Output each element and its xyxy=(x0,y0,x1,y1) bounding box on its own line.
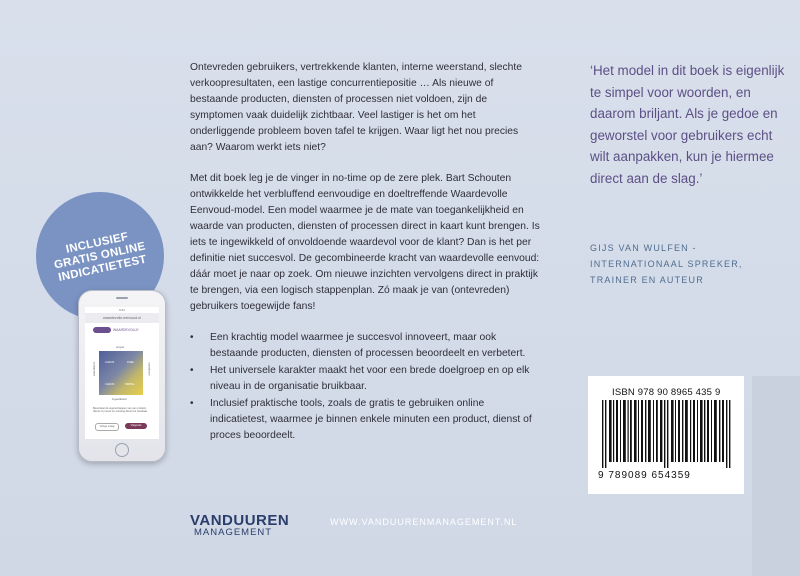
test-instruction: Beoordeel de eigenschappen van een product, dienst of proces en ontvang direct het resultaat. xyxy=(93,407,148,414)
list-item: • Een krachtig model waarmee je succesvol innoveert, maar ook bestaande producten, diensten of processen beoordeelt en verbetert. xyxy=(190,330,540,362)
axis-right-label: waardevol xyxy=(147,362,152,376)
previous-button: Vorige vraag xyxy=(95,423,119,431)
badge-text: INCLUSIEF GRATIS ONLINE INDICATIETEST xyxy=(53,230,148,284)
endorsement-quote: ‘Het model in dit boek is eigenlijk te simpel voor woorden, en daarom briljant. Als je gedoe en geworstel voor gebruikers echt wilt aanpakken, kun je hiermee direct aan de slag.’ xyxy=(590,63,785,186)
value-matrix xyxy=(99,351,143,395)
phone-screen xyxy=(85,307,159,439)
home-button xyxy=(115,443,129,457)
feature-list xyxy=(190,330,540,444)
description-column xyxy=(190,60,540,445)
axis-left-label: waardeloos xyxy=(92,361,97,377)
isbn-label: ISBN 978 90 8965 435 9 xyxy=(612,387,721,398)
phone-speaker xyxy=(116,297,128,299)
axis-bottom-label: ingewikkeld xyxy=(112,397,127,401)
cover-edge-strip xyxy=(752,376,800,576)
body-paragraph: Met dit boek leg je de vinger in no-time op de zere plek. Bart Schouten ontwikkelde het verbluffend eenvoudige en doeltreffende Waardevolle Eenvoud-model. Een model waarmee je de mate van toegankelijkheid en waarde van producten, diensten of processen direct in kaart kunt brengen. Is iets te ingewikkeld of onvoldoende waardevol voor de klant? Dan is het per definitie niet succesvol. De gecombineerde kracht van waardevolle eenvoud: dáár moet je naar op zoek. Om nieuwe inzichten vervolgens direct in praktijk te brengen, via een logisch stappenplan. Zó maak je van (ontevreden) gebruikers toegewijde fans! xyxy=(190,173,540,312)
app-logo xyxy=(93,327,111,333)
publisher-website: WWW.VANDUURENMANAGEMENT.NL xyxy=(330,517,518,527)
barcode-icon xyxy=(600,400,736,468)
barcode-digits: 9 789089 654359 xyxy=(598,470,691,481)
publisher-logo-sub: MANAGEMENT xyxy=(194,527,273,538)
quadrant-label: SIMPEL xyxy=(125,383,135,386)
list-item: • Het universele karakter maakt het voor een brede doelgroep en op elk niveau in de organisatie bruikbaar. xyxy=(190,363,540,395)
quadrant-label: DOEL xyxy=(127,361,135,364)
intro-paragraph: Ontevreden gebruikers, vertrekkende klanten, interne weerstand, slechte verkoopresultaten, een lastige concurrentiepositie … Als nieuwe of bestaande producten, diensten of processen niet voldoen, zijn de symptomen vaak duidelijk zichtbaar. Veel lastiger is het om het onderliggende probleem boven tafel te krijgen. Waar ligt het nou precies aan? Waarom werkt iets niet? xyxy=(190,62,522,153)
url-bar: waardevolle-eenvoud.nl xyxy=(85,313,159,323)
status-bar-time: 9:41 xyxy=(119,308,125,312)
quadrant-label: CHAOS xyxy=(105,383,115,386)
list-item: • Inclusief praktische tools, zoals de gratis te gebruiken online indicatietest, waarmee je binnen enkele minuten een product, dienst of proces beoordeelt. xyxy=(190,396,540,444)
phone-mockup xyxy=(78,290,166,462)
quadrant-label: CHAOS xyxy=(105,361,115,364)
axis-top-label: simpel xyxy=(116,345,125,349)
quote-author: GIJS VAN WULFEN - INTERNATIONAAL SPREKER, TRAINER EN AUTEUR xyxy=(590,243,743,285)
publisher-logo: VANDUUREN xyxy=(190,512,290,529)
app-name: WAARDEVOLLE xyxy=(113,328,139,332)
next-button: Volgende xyxy=(125,423,147,429)
